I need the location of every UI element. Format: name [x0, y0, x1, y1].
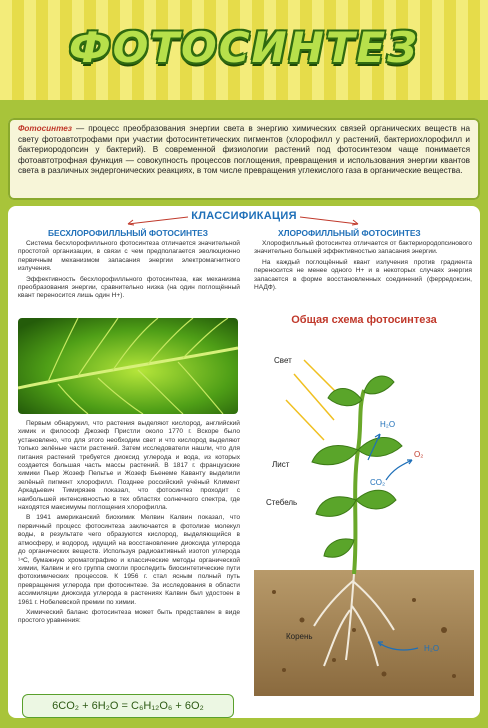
intro-term: Фотосинтез: [18, 124, 72, 133]
label-o2: O₂: [414, 450, 424, 459]
label-koren: Корень: [286, 632, 313, 641]
right-column-text: [254, 240, 472, 294]
history-paragraph-1: Первым обнаружил, что растения выделяют кислород, английский химик и философ Джозеф Пристли около 1770 г. Вскоре было установлено, что для этого необходим свет и что кислород выделяют только зелёные части растений. Затем исследователи нашли, что для питания растений требуется диоксид углерода и вода, из которых создается большая часть массы растений. В 1817 г. французские химики Пьер Жозеф Пельтье и Жозеф Бьенеме Каванту выделили зелёный пигмент хлорофилл. Позднее российский учёный Климент Аркадьевич Тимирязев показал, что фотосинтез проходит с наибольшей интенсивностью в тех областях солнечного спектра, где находятся максимумы поглощения хлорофилла.: [18, 420, 240, 512]
intro-paragraph: [18, 124, 470, 177]
history-paragraph-3: Химический баланс фотосинтеза может быть представлен в виде простого уравнения:: [18, 608, 240, 625]
history-text: [18, 420, 240, 682]
left-column-text: [18, 240, 240, 303]
scheme-title: Общая схема фотосинтеза: [291, 314, 437, 326]
label-stebel: Стебель: [266, 498, 298, 507]
left-column-heading: БЕСХЛОРОФИЛЛЬНЫЙ ФОТОСИНТЕЗ: [48, 228, 208, 238]
right-paragraph-1: Хлорофилльный фотосинтез отличается от бактериородопсинового значительно большей эффективностью запасания энергии.: [254, 240, 472, 256]
label-svet: Свет: [274, 356, 292, 365]
classification-title: КЛАССИФИКАЦИЯ: [191, 210, 297, 222]
main-panel: [8, 206, 480, 718]
intro-panel: [8, 118, 480, 200]
leaf-photo: [18, 318, 238, 414]
right-paragraph-2: На каждый поглощённый квант излучения против градиента переносится не менее одного H+ и в некоторых случаях энергия запасается в форме восстановленных соединений (ферредоксин, НАДФ).: [254, 258, 472, 292]
intro-text: — процесс преобразования энергии света в энергию химических связей органических веществ на свету фотоавтотрофами при участии фотосинтетических пигментов (хлорофилл у растений, бактериохлорофилл и бактериородопсин у бактерий). В современной физиологии растений под фотосинтезом чаще понимается фотоавтотрофная функция — совокупность процессов поглощения, превращения и использования энергии квантов света в различных эндергонических реакциях, в том числе превращения углекислого газа в органические вещества.: [18, 124, 470, 176]
label-h2o-top: H₂O: [380, 420, 396, 429]
label-h2o-bottom: H₂O: [424, 644, 440, 653]
history-paragraph-2: В 1941 американский биохимик Мелвин Калвин показал, что первичный процесс фотосинтеза заключается в фотолизе молекул воды, в результате чего образуются кислород, выделяющийся в атмосферу, и водород, идущий на восстановление диоксида углерода до органических веществ. Используя радиоактивный изотоп углерода ¹⁴C, бумажную хроматографию и классические методы органической химии, Калвин и его группа смогли проследить биосинтетические пути фотохимических процессов. К 1956 г. стал ясным полный путь превращения углерода при фотосинтезе. За исследования в области ассимиляции диоксида углерода в растениях Калвин был удостоен в 1961 г. Нобелевской премии по химии.: [18, 514, 240, 606]
left-paragraph-1: Система бесхлорофилльного фотосинтеза отличается значительной простотой организации, в связи с чем предполагается эволюционно первичным механизмом запасания энергии электромагнитного излучения.: [18, 240, 240, 273]
left-paragraph-2: Эффективность бесхлорофилльного фотосинтеза, как механизма преобразования энергии, сравнительно низка (на один поглощённый квант переносится лишь один H+).: [18, 275, 240, 300]
page-title: ФОТОСИНТЕЗ: [68, 22, 419, 72]
plant-diagram: [254, 330, 474, 696]
right-column-heading: ХЛОРОФИЛЛЬНЫЙ ФОТОСИНТЕЗ: [278, 228, 421, 238]
photosynthesis-scheme: [254, 330, 474, 696]
label-list: Лист: [272, 460, 290, 469]
label-co2: CO₂: [370, 478, 386, 487]
photosynthesis-equation: 6CO₂ + 6H₂O = C₆H₁₂O₆ + 6O₂: [22, 694, 234, 718]
title-band: [0, 14, 488, 80]
